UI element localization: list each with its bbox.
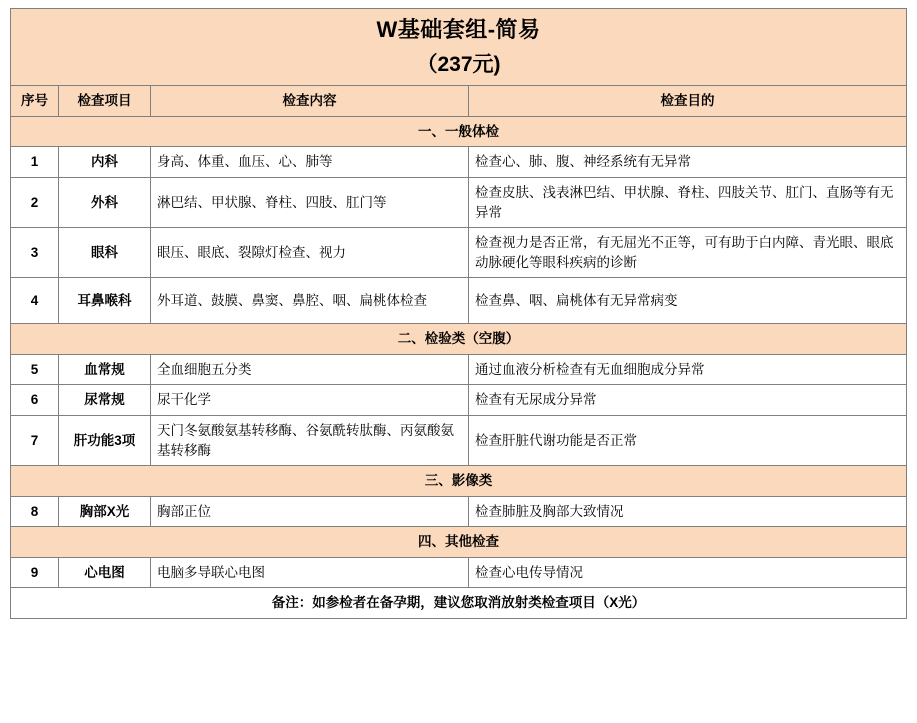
- row-item: 血常规: [59, 354, 151, 385]
- table-body: [11, 9, 907, 619]
- title-line-1: W基础套组-简易: [376, 17, 541, 42]
- row-purpose: 检查皮肤、浅表淋巴结、甲状腺、脊柱、四肢关节、肛门、直肠等有无异常: [469, 178, 907, 228]
- row-no: 6: [11, 385, 59, 416]
- column-header-no: 序号: [11, 86, 59, 117]
- title-line-2: （237元): [416, 52, 501, 76]
- row-item: 心电图: [59, 557, 151, 588]
- row-purpose: 检查肝脏代谢功能是否正常: [469, 415, 907, 465]
- section-heading-general: 一、一般体检: [11, 116, 907, 147]
- row-no: 7: [11, 415, 59, 465]
- row-no: 5: [11, 354, 59, 385]
- row-content: 天门冬氨酸氨基转移酶、谷氨酰转肽酶、丙氨酸氨基转移酶: [151, 415, 469, 465]
- section-heading-row: [11, 527, 907, 558]
- row-item: 眼科: [59, 228, 151, 278]
- row-content: 身高、体重、血压、心、肺等: [151, 147, 469, 178]
- note-text: 备注：如参检者在备孕期，建议您取消放射类检查项目（X光）: [11, 588, 907, 619]
- note-row: [11, 588, 907, 619]
- column-header-purpose: 检查目的: [469, 86, 907, 117]
- table-row: [11, 228, 907, 278]
- row-no: 8: [11, 496, 59, 527]
- page-title: [11, 9, 907, 86]
- row-content: 全血细胞五分类: [151, 354, 469, 385]
- column-header-row: [11, 86, 907, 117]
- table-row: [11, 178, 907, 228]
- section-heading-row: [11, 466, 907, 497]
- title-row: [11, 9, 907, 86]
- row-no: 2: [11, 178, 59, 228]
- row-item: 肝功能3项: [59, 415, 151, 465]
- row-purpose: 检查心、肺、腹、神经系统有无异常: [469, 147, 907, 178]
- row-purpose: 检查心电传导情况: [469, 557, 907, 588]
- row-content: 电脑多导联心电图: [151, 557, 469, 588]
- column-header-content: 检查内容: [151, 86, 469, 117]
- section-heading-lab: 二、检验类（空腹）: [11, 324, 907, 355]
- row-purpose: 检查肺脏及胸部大致情况: [469, 496, 907, 527]
- row-no: 9: [11, 557, 59, 588]
- row-purpose: 通过血液分析检查有无血细胞成分异常: [469, 354, 907, 385]
- table-row: [11, 385, 907, 416]
- section-heading-row: [11, 116, 907, 147]
- table-row: [11, 147, 907, 178]
- table-row: [11, 557, 907, 588]
- row-content: 胸部正位: [151, 496, 469, 527]
- row-item: 尿常规: [59, 385, 151, 416]
- table-row: [11, 415, 907, 465]
- row-purpose: 检查鼻、咽、扁桃体有无异常病变: [469, 278, 907, 324]
- section-heading-imaging: 三、影像类: [11, 466, 907, 497]
- row-item: 内科: [59, 147, 151, 178]
- row-item: 外科: [59, 178, 151, 228]
- row-content: 外耳道、鼓膜、鼻窦、鼻腔、咽、扁桃体检查: [151, 278, 469, 324]
- table-row: [11, 496, 907, 527]
- section-heading-other: 四、其他检查: [11, 527, 907, 558]
- section-heading-row: [11, 324, 907, 355]
- health-checkup-package-table: [10, 8, 907, 619]
- row-content: 眼压、眼底、裂隙灯检查、视力: [151, 228, 469, 278]
- row-item: 胸部X光: [59, 496, 151, 527]
- row-no: 4: [11, 278, 59, 324]
- row-purpose: 检查视力是否正常，有无屈光不正等，可有助于白内障、青光眼、眼底动脉硬化等眼科疾病的诊断: [469, 228, 907, 278]
- row-content: 淋巴结、甲状腺、脊柱、四肢、肛门等: [151, 178, 469, 228]
- row-purpose: 检查有无尿成分异常: [469, 385, 907, 416]
- table-row: [11, 354, 907, 385]
- row-content: 尿干化学: [151, 385, 469, 416]
- row-item: 耳鼻喉科: [59, 278, 151, 324]
- table-row: [11, 278, 907, 324]
- column-header-item: 检查项目: [59, 86, 151, 117]
- row-no: 1: [11, 147, 59, 178]
- row-no: 3: [11, 228, 59, 278]
